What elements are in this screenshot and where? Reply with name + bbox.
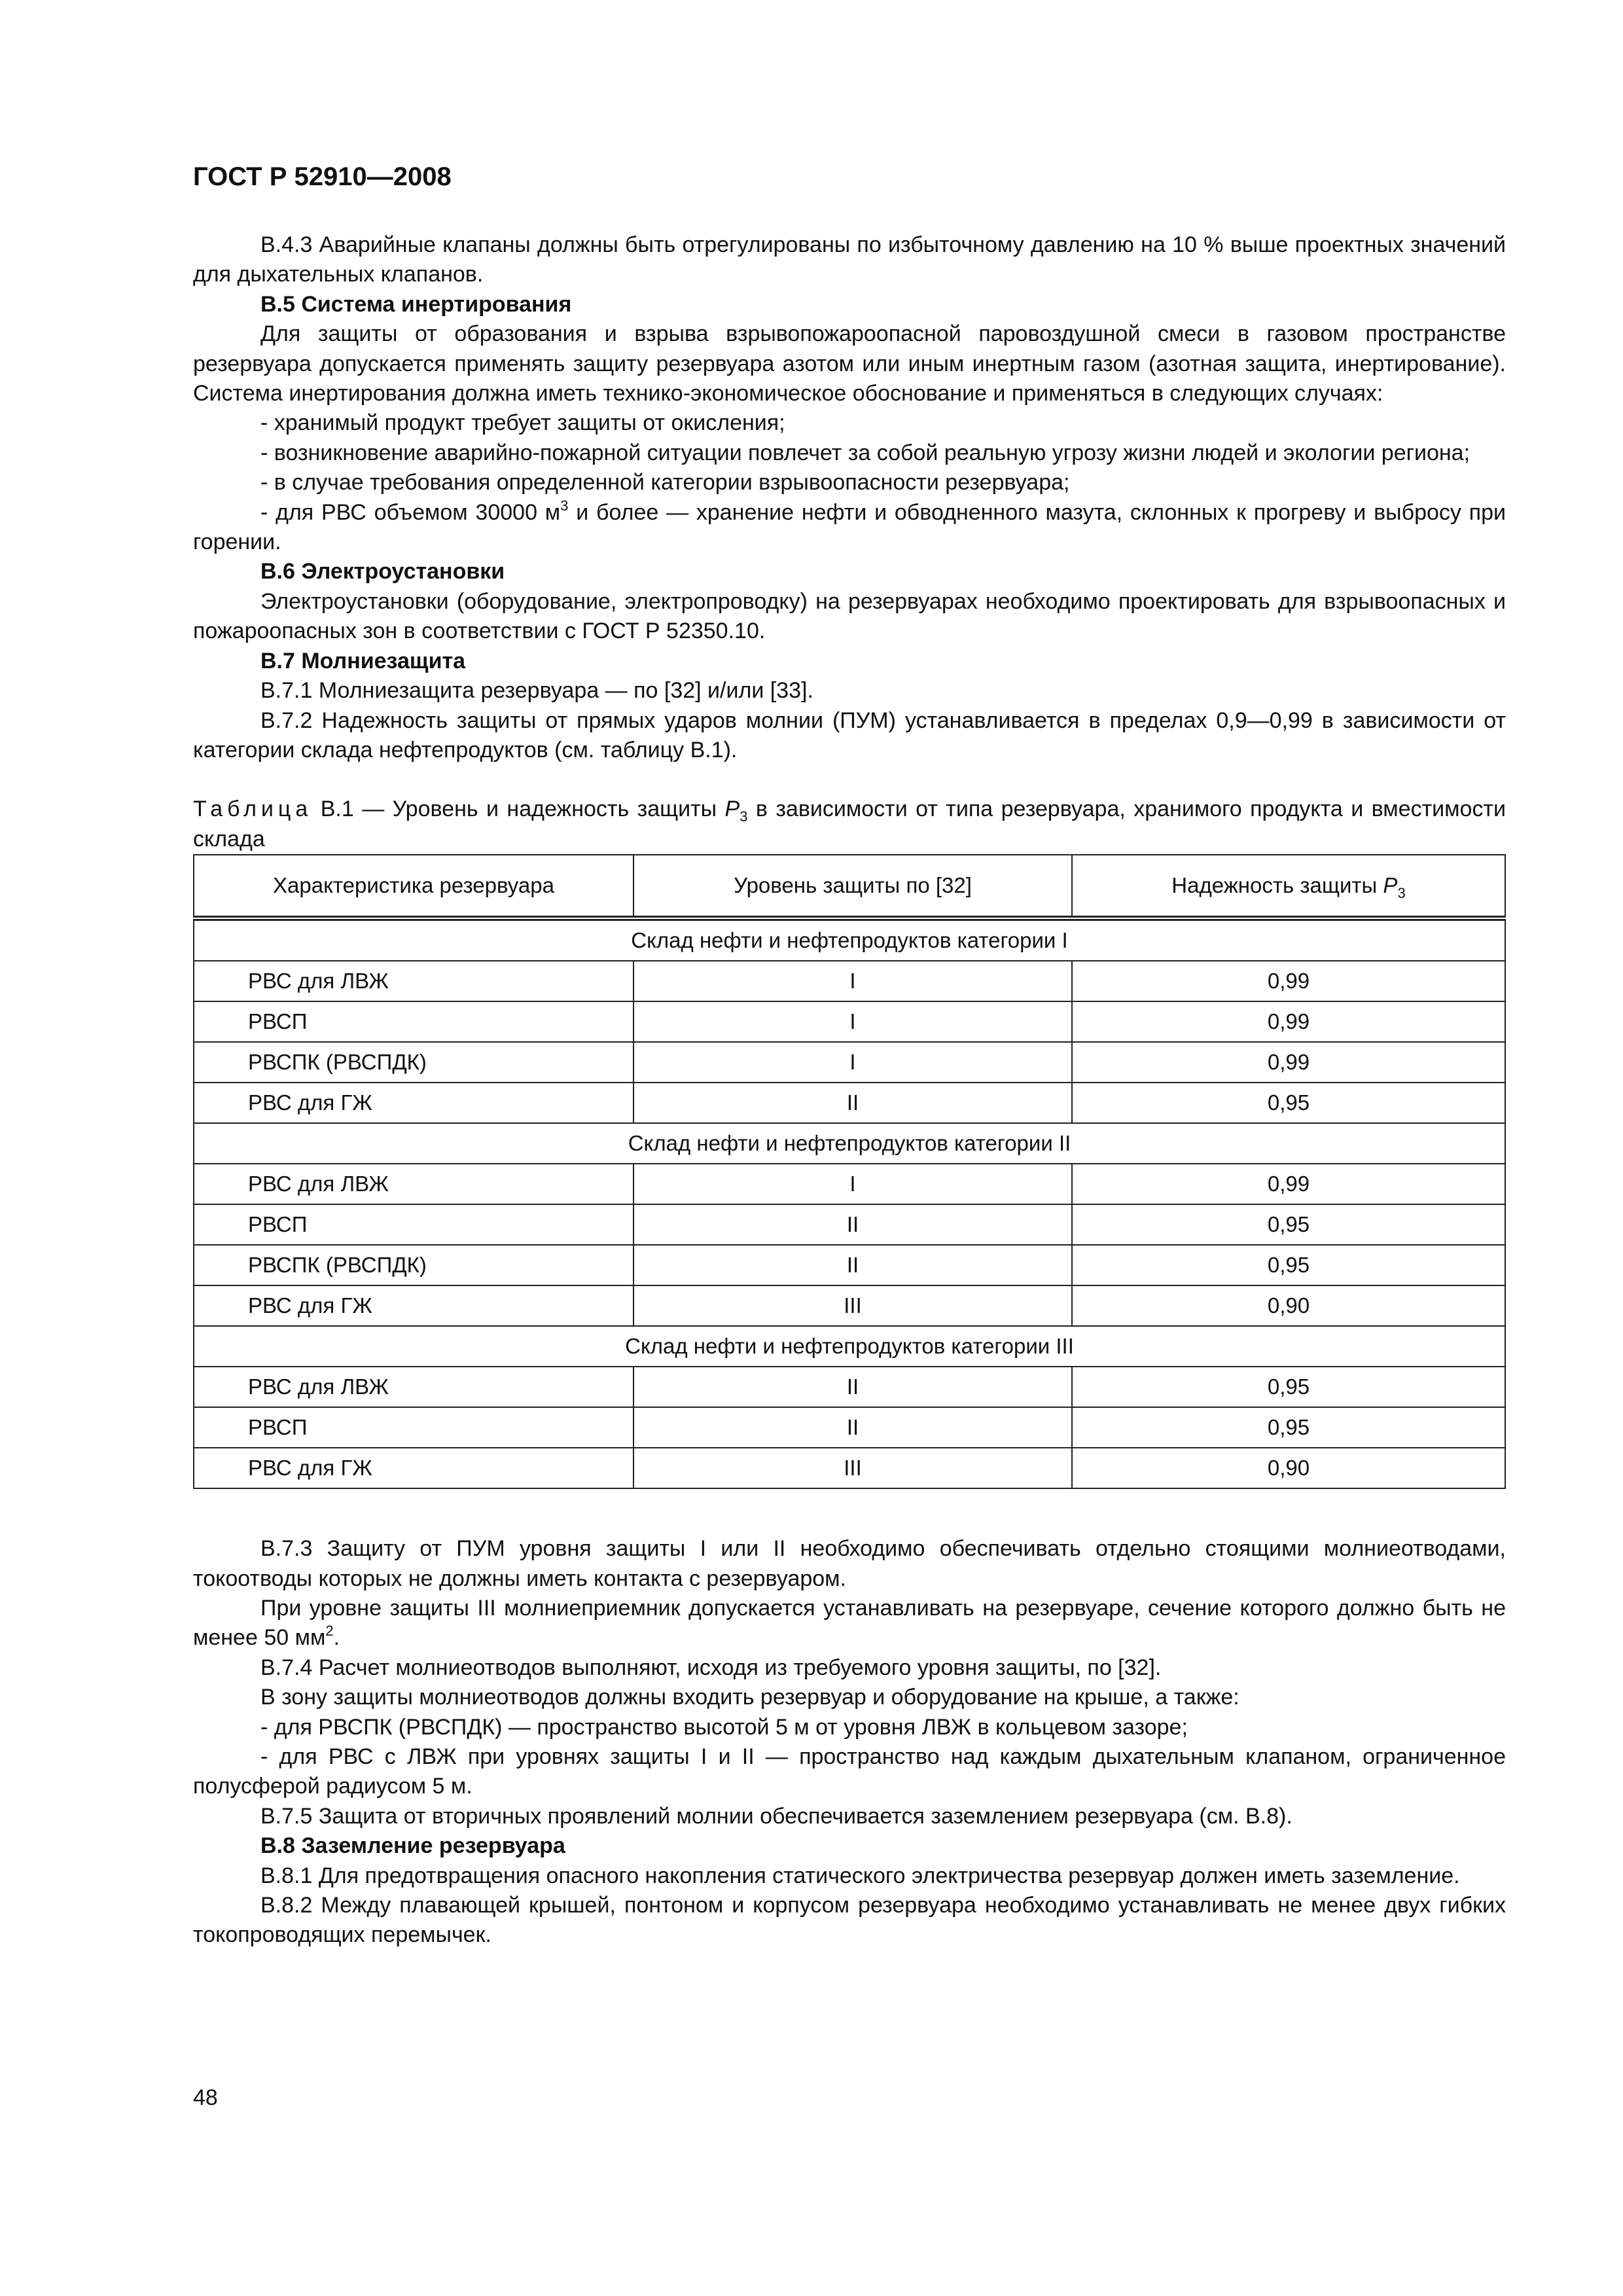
tank-type-cell: РВС для ГЖ	[194, 1448, 633, 1488]
paragraph-b-7-5: В.7.5 Защита от вторичных проявлений молнии обеспечивается заземлением резервуара (см. В.8).	[260, 1803, 1293, 1829]
table-row	[194, 1367, 1505, 1407]
superscript: 2	[325, 1623, 334, 1640]
list-item-text: - для РВС объемом 30000 м	[260, 499, 561, 525]
paragraph-b-4-3: В.4.3 Аварийные клапаны должны быть отрегулированы по избыточному давлению на 10 % выше проектных значений для дыхательных клапанов.	[193, 232, 1506, 287]
tank-type-cell: РВСПК (РВСПДК)	[194, 1042, 633, 1083]
list-item	[193, 498, 1506, 558]
protection-level-cell: I	[633, 1001, 1072, 1042]
tank-type-cell: РВС для ЛВЖ	[194, 1164, 633, 1204]
table-group-row	[194, 1123, 1505, 1164]
tank-type-cell: РВСП	[194, 1204, 633, 1245]
section-heading-b5: В.5 Система инертирования	[260, 291, 572, 317]
protection-level-cell: II	[633, 1367, 1072, 1407]
reliability-cell: 0,95	[1072, 1367, 1505, 1407]
protection-level-cell: II	[633, 1083, 1072, 1123]
document-header: ГОСТ Р 52910—2008	[193, 162, 452, 191]
symbol-p: P	[724, 797, 740, 822]
column-header-text: Надежность защиты	[1171, 873, 1383, 898]
tank-type-cell: РВСП	[194, 1407, 633, 1448]
subscript: 3	[740, 808, 748, 825]
table-group-row	[194, 1326, 1505, 1367]
reliability-cell: 0,99	[1072, 961, 1505, 1001]
table-row	[194, 1204, 1505, 1245]
protection-level-cell: II	[633, 1245, 1072, 1285]
protection-table	[193, 854, 1506, 1489]
table-group-row	[194, 918, 1505, 961]
reliability-cell: 0,99	[1072, 1042, 1505, 1083]
table-row	[194, 1042, 1505, 1083]
table-row	[194, 961, 1505, 1001]
tank-type-cell: РВС для ЛВЖ	[194, 1367, 633, 1407]
section-heading-b7: В.7 Молниезащита	[260, 648, 466, 673]
subscript: 3	[1397, 885, 1406, 902]
text-after-table	[193, 1534, 1506, 1950]
column-header: Характеристика резервуара	[194, 855, 633, 918]
reliability-cell: 0,99	[1072, 1164, 1505, 1204]
tank-type-cell: РВС для ГЖ	[194, 1083, 633, 1123]
list-item: - хранимый продукт требует защиты от окисления;	[260, 410, 785, 436]
tank-type-cell: РВСПК (РВСПДК)	[194, 1245, 633, 1285]
table-row	[194, 1001, 1505, 1042]
paragraph-b-8-1: В.8.1 Для предотвращения опасного накопления статического электричества резервуар должен иметь заземление.	[260, 1863, 1460, 1888]
protection-level-cell: III	[633, 1448, 1072, 1488]
protection-level-cell: II	[633, 1407, 1072, 1448]
paragraph-b-7-3: В.7.3 Защиту от ПУМ уровня защиты I или II необходимо обеспечивать отдельно стоящими молниеотводами, токоотводы которых не должны иметь контакта с резервуаром.	[193, 1536, 1506, 1591]
symbol-p: P	[1383, 873, 1398, 898]
reliability-cell: 0,95	[1072, 1407, 1505, 1448]
paragraph-b-7-4: В.7.4 Расчет молниеотводов выполняют, исходя из требуемого уровня защиты, по [32].	[260, 1655, 1162, 1680]
page-number: 48	[193, 2085, 218, 2110]
protection-level-cell: I	[633, 1164, 1072, 1204]
list-item: - для РВСПК (РВСПДК) — пространство высотой 5 м от уровня ЛВЖ в кольцевом зазоре;	[260, 1714, 1188, 1740]
reliability-cell: 0,90	[1072, 1285, 1505, 1326]
protection-level-cell: I	[633, 961, 1072, 1001]
paragraph-b5: Для защиты от образования и взрыва взрывопожароопасной паровоздушной смеси в газовом пространстве резервуара допускается применять защиту резервуара азотом или иным инертным газом (азотная защита, инертирование). Система инертирования должна иметь технико-экономическое обоснование и применяться в следующих случаях:	[193, 321, 1506, 406]
page-body	[193, 230, 1506, 1950]
group-title: Склад нефти и нефтепродуктов категории III	[194, 1326, 1505, 1367]
paragraph-b-7-2: В.7.2 Надежность защиты от прямых ударов молнии (ПУМ) устанавливается в пределах 0,9—0,99 в зависимости от категории склада нефтепродуктов (см. таблицу В.1).	[193, 708, 1506, 762]
table-caption-text: в зависимости от типа резервуара, хранимого продукта и вместимости склада	[193, 797, 1506, 852]
reliability-cell: 0,95	[1072, 1245, 1505, 1285]
tank-type-cell: РВС для ГЖ	[194, 1285, 633, 1326]
protection-level-cell: I	[633, 1042, 1072, 1083]
list-item: - возникновение аварийно-пожарной ситуации повлечет за собой реальную угрозу жизни людей и экологии региона;	[260, 440, 1471, 465]
paragraph: В зону защиты молниеотводов должны входить резервуар и оборудование на крыше, а также:	[260, 1685, 1240, 1710]
reliability-cell: 0,90	[1072, 1448, 1505, 1488]
protection-level-cell: II	[633, 1204, 1072, 1245]
tank-type-cell: РВСП	[194, 1001, 633, 1042]
group-title: Склад нефти и нефтепродуктов категории I	[194, 918, 1505, 961]
table-row	[194, 1245, 1505, 1285]
column-header	[1072, 855, 1505, 918]
paragraph-text: При уровне защиты III молниеприемник допускается устанавливать на резервуаре, сечение которого должно быть не менее 50 мм	[193, 1595, 1506, 1651]
paragraph-text: .	[333, 1625, 340, 1651]
table-row	[194, 1407, 1505, 1448]
table-row	[194, 1164, 1505, 1204]
list-item: - для РВС с ЛВЖ при уровнях защиты I и II — пространство над каждым дыхательным клапаном, ограниченное полусферой радиусом 5 м.	[193, 1744, 1506, 1799]
paragraph-b-7-1: В.7.1 Молниезащита резервуара — по [32] и/или [33].	[260, 678, 813, 704]
paragraph	[193, 1594, 1506, 1653]
reliability-cell: 0,99	[1072, 1001, 1505, 1042]
superscript: 3	[560, 497, 569, 514]
table-caption	[193, 795, 1506, 854]
reliability-cell: 0,95	[1072, 1204, 1505, 1245]
tank-type-cell: РВС для ЛВЖ	[194, 961, 633, 1001]
table-row	[194, 1448, 1505, 1488]
paragraph-b-8-2: В.8.2 Между плавающей крышей, понтоном и корпусом резервуара необходимо устанавливать не менее двух гибких токопроводящих перемычек.	[193, 1893, 1506, 1948]
paragraph-b6: Электроустановки (оборудование, электропроводку) на резервуарах необходимо проектировать для взрывоопасных и пожароопасных зон в соответствии с ГОСТ Р 52350.10.	[193, 588, 1506, 644]
table-caption-text: В.1 — Уровень и надежность защиты	[320, 797, 725, 822]
group-title: Склад нефти и нефтепродуктов категории II	[194, 1123, 1505, 1164]
reliability-cell: 0,95	[1072, 1083, 1505, 1123]
table-row	[194, 1083, 1505, 1123]
section-heading-b6: В.6 Электроустановки	[260, 559, 505, 584]
column-header: Уровень защиты по [32]	[633, 855, 1072, 918]
section-heading-b8: В.8 Заземление резервуара	[260, 1833, 565, 1859]
list-item-text: и более — хранение нефти и обводненного мазута, склонных к прогреву и выбросу при горении.	[193, 499, 1506, 555]
protection-level-cell: III	[633, 1285, 1072, 1326]
table-caption-word: Таблица	[193, 797, 313, 822]
table-row	[194, 1285, 1505, 1326]
table-header-row	[194, 855, 1505, 918]
list-item: - в случае требования определенной категории взрывоопасности резервуара;	[260, 470, 1070, 495]
